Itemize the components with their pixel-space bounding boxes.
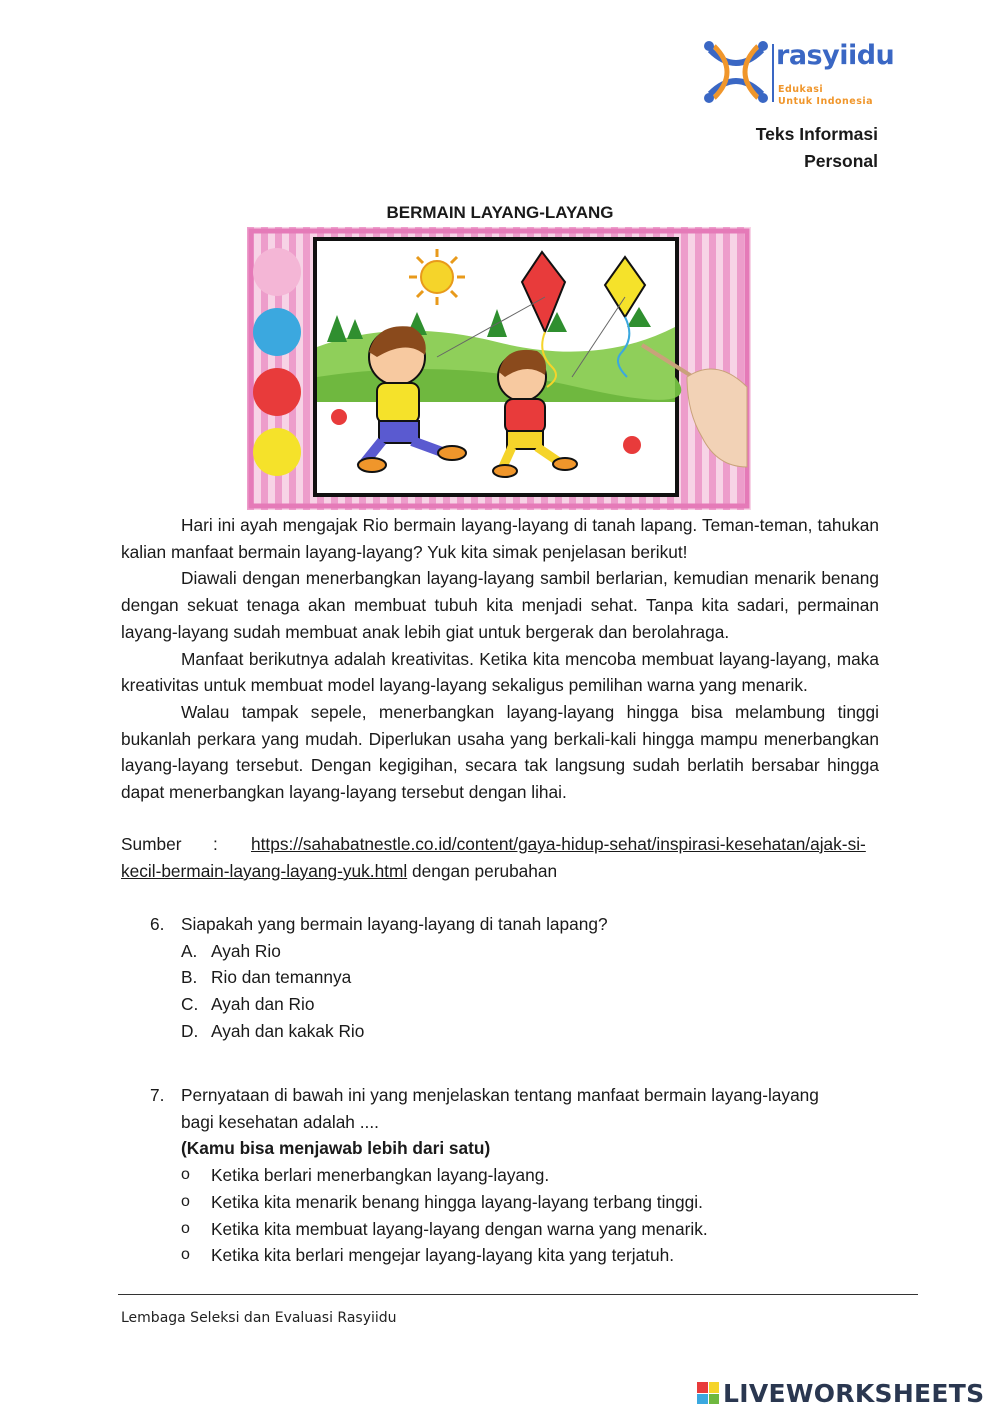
- document-type: [756, 121, 878, 175]
- option-key: C.: [181, 994, 199, 1015]
- page-title: BERMAIN LAYANG-LAYANG: [386, 203, 614, 222]
- checkbox-option-2[interactable]: [150, 1189, 880, 1216]
- paragraph-4: Walau tampak sepele, menerbangkan layang-layang hingga bisa melambung tinggi bukanlah perkara yang mudah. Diperlukan usaha yang berkali-kali hingga mampu menerbangkan layang-layang tersebut. Dengan kegigihan, secara tak langsung sudah berlatih bersabar hingga dapat menerbangkan layang-layang tersebut dengan lihai.: [121, 701, 879, 803]
- option-text: Ketika berlari menerbangkan layang-layang.: [211, 1165, 550, 1186]
- option-bullet-icon[interactable]: o: [181, 1166, 190, 1184]
- question-number: 7.: [150, 1085, 165, 1105]
- option-d[interactable]: [150, 1018, 880, 1045]
- reading-passage: [121, 512, 879, 806]
- liveworksheets-logo-icon: [697, 1382, 719, 1404]
- question-text: Pernyataan di bawah ini yang menjelaskan tentang manfaat bermain layang-layang bagi kesehatan adalah ....: [181, 1085, 819, 1132]
- checkbox-option-3[interactable]: [150, 1216, 880, 1243]
- logo-divider: [772, 44, 774, 102]
- footer-text: Lembaga Seleksi dan Evaluasi Rasyiidu: [121, 1310, 397, 1326]
- doc-type-line-1: Teks Informasi: [755, 124, 878, 144]
- question-6: [150, 911, 880, 1045]
- question-note: (Kamu bisa menjawab lebih dari satu): [181, 1138, 491, 1159]
- liveworksheets-watermark: [697, 1378, 984, 1408]
- paragraph-3: Manfaat berikutnya adalah kreativitas. Ketika kita mencoba membuat layang-layang, maka kreativitas untuk membuat model layang-layang sekaligus pemilihan warna yang menarik.: [121, 648, 879, 696]
- option-key: A.: [181, 940, 198, 961]
- question-7: [150, 1082, 880, 1269]
- question-text: Siapakah yang bermain layang-layang di tanah lapang?: [181, 914, 608, 934]
- footer-divider: [118, 1294, 918, 1295]
- option-text: Ketika kita berlari mengejar layang-layang kita yang terjatuh.: [211, 1245, 675, 1266]
- option-b[interactable]: [150, 964, 880, 991]
- option-text: Ayah dan kakak Rio: [211, 1020, 365, 1041]
- option-bullet-icon[interactable]: o: [181, 1192, 190, 1210]
- rasyiidu-logo: [700, 36, 895, 108]
- red-paint-icon: [253, 368, 301, 416]
- watermark-text: LIVEWORKSHEETS: [723, 1378, 985, 1408]
- checkbox-option-4[interactable]: [150, 1242, 880, 1269]
- option-bullet-icon[interactable]: o: [181, 1246, 190, 1264]
- option-text: Ketika kita menarik benang hingga layang-layang terbang tinggi.: [211, 1191, 703, 1212]
- logo-name: rasyiidu: [776, 40, 895, 71]
- checkbox-option-1[interactable]: [150, 1162, 880, 1189]
- option-text: Ketika kita membuat layang-layang dengan warna yang menarik.: [211, 1218, 708, 1239]
- flower-icon: [331, 409, 347, 425]
- pink-paint-icon: [253, 248, 301, 296]
- paragraph-1: Hari ini ayah mengajak Rio bermain layang-layang di tanah lapang. Teman-teman, tahukan kalian manfaat bermain layang-layang? Yuk kita simak penjelasan berikut!: [121, 515, 879, 562]
- yellow-paint-icon: [253, 428, 301, 476]
- flower-icon: [623, 436, 641, 454]
- option-a[interactable]: [150, 938, 880, 965]
- logo-emblem-icon: [700, 36, 772, 108]
- source-colon: :: [213, 834, 218, 854]
- logo-tagline-2: Untuk Indonesia: [778, 96, 874, 107]
- doc-type-line-2: Personal: [804, 151, 878, 171]
- option-text: Rio dan temannya: [211, 967, 352, 988]
- source-suffix: dengan perubahan: [407, 860, 558, 881]
- source-label: Sumber: [121, 834, 182, 854]
- question-number: 6.: [150, 914, 165, 934]
- source-citation: [121, 831, 879, 884]
- paragraph-2: Diawali dengan menerbangkan layang-layang sambil berlarian, kemudian menarik benang dengan sekuat tenaga akan membuat tubuh kita menjadi sehat. Tanpa kita sadari, permainan layang-layang sudah membuat anak lebih giat untuk bergerak dan berolahraga.: [121, 568, 879, 642]
- option-key: B.: [181, 967, 198, 988]
- option-text: Ayah dan Rio: [211, 994, 315, 1015]
- logo-tagline-1: Edukasi: [778, 84, 824, 95]
- option-text: Ayah Rio: [211, 940, 281, 961]
- kite-playing-illustration: [247, 227, 751, 510]
- source-link[interactable]: https://sahabatnestle.co.id/content/gaya-hidup-sehat/inspirasi-kesehatan/ajak-si-kecil-bermain-layang-layang-yuk.html: [121, 834, 866, 881]
- blue-paint-icon: [253, 308, 301, 356]
- option-key: D.: [181, 1020, 199, 1041]
- option-bullet-icon[interactable]: o: [181, 1219, 190, 1237]
- option-c[interactable]: [150, 991, 880, 1018]
